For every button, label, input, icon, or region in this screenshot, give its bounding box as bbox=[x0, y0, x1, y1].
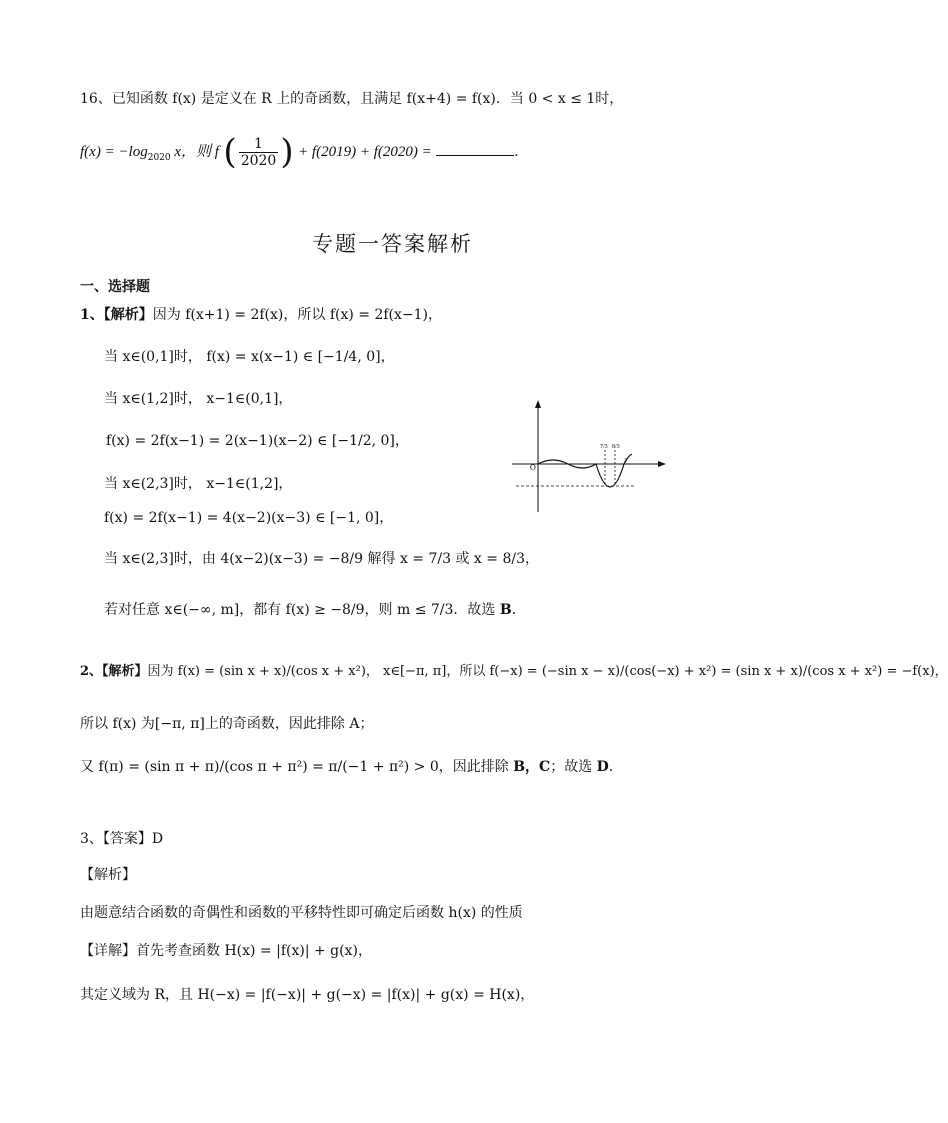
q16-frac-den: 2020 bbox=[240, 152, 277, 169]
a1-line4: 当 x∈(2,3]时， x−1∈(1,2]， bbox=[104, 476, 293, 492]
a1-answer: B bbox=[499, 602, 512, 618]
a1-line5: f(x) = 2f(x−1) = 4(x−2)(x−3) ∈ [−1, 0]， bbox=[104, 510, 394, 526]
a2-label: 2、【解析】 bbox=[80, 664, 148, 679]
a3-analysis-label: 【解析】 bbox=[80, 867, 136, 883]
a1-head bbox=[80, 304, 442, 324]
q16-line1 bbox=[80, 88, 623, 108]
graph-tick-label-3: 3 bbox=[624, 458, 627, 464]
a1-line7-text: 若对任意 x∈(−∞, m]，都有 f(x) ≥ −8/9，则 m ≤ 7/3．故选 bbox=[104, 602, 500, 618]
graph-x-arrow-icon bbox=[658, 461, 666, 467]
a1-line7 bbox=[104, 599, 526, 619]
a3-detail-text: 首先考查函数 H(x) = |f(x)| + g(x)， bbox=[136, 943, 372, 959]
a2-head-text: 因为 f(x) = (sin x + x)/(cos x + x²)， x∈[−π, π]，所以 f(−x) = (−sin x − x)/(cos(−x) + x²) = (sin x + x)/(cos x + x²) = −f(x)， bbox=[147, 664, 948, 679]
a2-answer: D bbox=[596, 759, 609, 775]
a2-line1-text: 所以 f(x) 为[−π, π]上的奇函数，因此排除 bbox=[80, 716, 350, 732]
q16-mid-text: x，则 f bbox=[170, 144, 219, 160]
a1-line6: 当 x∈(2,3]时，由 4(x−2)(x−3) = −8/9 解得 x = 7/3 或 x = 8/3， bbox=[104, 551, 539, 567]
a3-head: 3、【答案】D bbox=[80, 831, 164, 847]
q16-log-expr: f(x) = −log bbox=[80, 144, 148, 160]
q16-log-base: 2020 bbox=[147, 152, 171, 163]
section-title: 专题一答案解析 bbox=[312, 232, 473, 256]
a2-excluded-bc: B，C bbox=[513, 759, 551, 775]
a1-line1: 当 x∈(0,1]时， f(x) = x(x−1) ∈ [−1/4, 0]， bbox=[104, 349, 395, 365]
graph-origin-label: O bbox=[530, 463, 536, 472]
a2-line1 bbox=[80, 713, 373, 733]
a2-head bbox=[80, 660, 948, 679]
graph-y-arrow-icon bbox=[535, 400, 541, 408]
graph-curve bbox=[538, 454, 632, 487]
q16-fraction bbox=[239, 136, 279, 169]
a3-last-line: 其定义域为 R，且 H(−x) = |f(−x)| + g(−x) = |f(x)| + g(x) = H(x)， bbox=[80, 987, 535, 1003]
a1-line3: f(x) = 2f(x−1) = 2(x−1)(x−2) ∈ [−1/2, 0]， bbox=[106, 433, 409, 449]
a2-line1-end: ； bbox=[359, 716, 374, 732]
a3-analysis-text: 由题意结合函数的奇偶性和函数的平移特性即可确定后函数 h(x) 的性质 bbox=[80, 905, 523, 921]
a2-line2-text: 又 f(π) = (sin π + π)/(cos π + π²) = π/(−1 + π²) > 0，因此排除 bbox=[80, 759, 514, 775]
a1-label: 1、【解析】 bbox=[80, 307, 153, 323]
function-graph bbox=[508, 398, 668, 516]
q16-line1-text: 16、已知函数 f(x) 是定义在 R 上的奇函数，且满足 f(x+4) = f(x)．当 0 < x ≤ 1时， bbox=[80, 91, 624, 107]
q16-sum-text: + f(2019) + f(2020) = bbox=[298, 144, 432, 160]
a1-line7-end: ． bbox=[511, 602, 526, 618]
a1-head-text: 因为 f(x+1) = 2f(x)，所以 f(x) = 2f(x−1)， bbox=[152, 307, 443, 323]
a3-detail-label: 【详解】 bbox=[80, 943, 136, 959]
a3-detail bbox=[80, 940, 372, 960]
a2-line2-mid: ；故选 bbox=[550, 759, 597, 775]
graph-tick-label-2: 8/3 bbox=[612, 444, 620, 450]
q16-answer-blank bbox=[436, 141, 514, 156]
section-label: 一、选择题 bbox=[80, 279, 150, 295]
q16-frac-num: 1 bbox=[239, 136, 279, 153]
a2-excluded-a: A bbox=[349, 716, 360, 732]
a1-line2: 当 x∈(1,2]时， x−1∈(0,1]， bbox=[104, 391, 293, 407]
q16-line2: $f(x) = -\log_{2020}$ x，则 f ( $\frac{1}{2020}$ ) + f(2019) + f(2020) = ． bbox=[80, 132, 529, 172]
graph-tick-label-1: 7/3 bbox=[600, 444, 608, 450]
q16-end-punct: ． bbox=[514, 144, 529, 160]
a2-line2 bbox=[80, 756, 623, 776]
a2-line2-end: ． bbox=[608, 759, 623, 775]
